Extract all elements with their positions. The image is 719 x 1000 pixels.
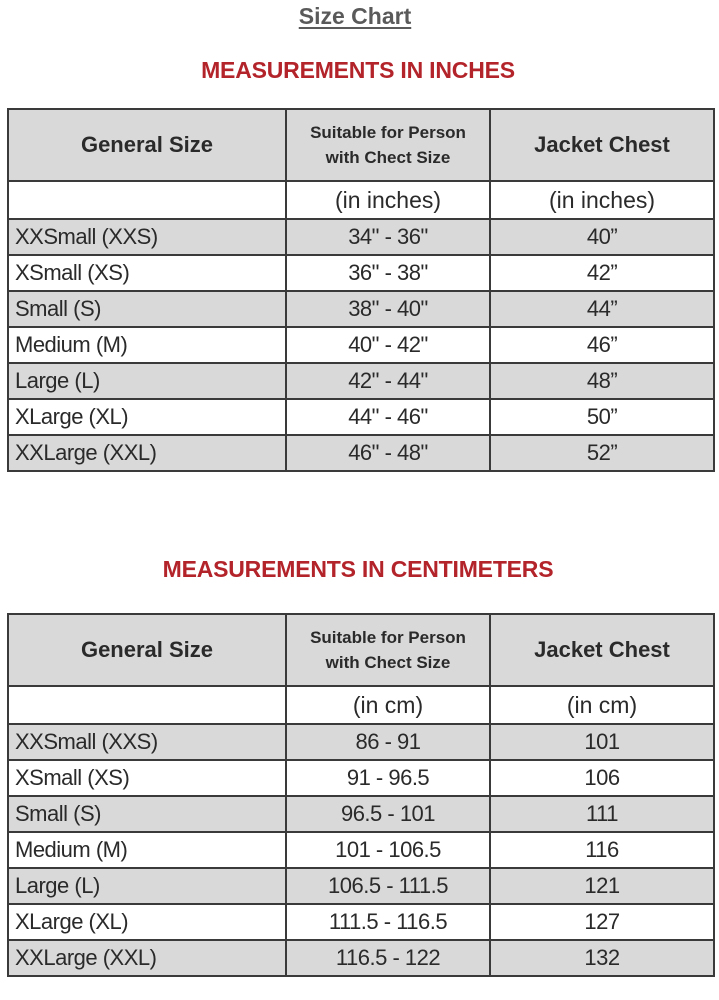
person-chest-cell: 42" - 44" xyxy=(286,363,490,399)
person-chest-cell: 40" - 42" xyxy=(286,327,490,363)
size-cell: XXLarge (XXL) xyxy=(8,940,286,976)
suitable-chest-header-line2: with Chect Size xyxy=(325,653,451,672)
jacket-chest-cell: 101 xyxy=(490,724,714,760)
suitable-chest-header xyxy=(286,109,490,181)
table-header-row xyxy=(8,614,714,686)
size-cell: Large (L) xyxy=(8,363,286,399)
suitable-chest-header xyxy=(286,614,490,686)
size-cell: XXLarge (XXL) xyxy=(8,435,286,471)
jacket-chest-cell: 46” xyxy=(490,327,714,363)
inches-table-body xyxy=(8,181,714,471)
suitable-chest-header-line1: Suitable for Person xyxy=(310,628,466,647)
person-chest-cell: 34" - 36" xyxy=(286,219,490,255)
size-cell: XSmall (XS) xyxy=(8,255,286,291)
inches-section-heading: MEASUREMENTS IN INCHES xyxy=(201,57,515,83)
unit-cell-jacket-chest: (in inches) xyxy=(490,181,714,219)
centimeters-size-table xyxy=(7,613,715,977)
centimeters-section-heading: MEASUREMENTS IN CENTIMETERS xyxy=(162,556,554,582)
table-row xyxy=(8,940,714,976)
person-chest-cell: 101 - 106.5 xyxy=(286,832,490,868)
unit-row xyxy=(8,686,714,724)
table-row xyxy=(8,219,714,255)
page-title-text: Size Chart xyxy=(298,3,412,29)
jacket-chest-cell: 42” xyxy=(490,255,714,291)
unit-cell-size xyxy=(8,181,286,219)
table-row xyxy=(8,868,714,904)
table-row xyxy=(8,435,714,471)
table-row xyxy=(8,255,714,291)
jacket-chest-cell: 40” xyxy=(490,219,714,255)
person-chest-cell: 106.5 - 111.5 xyxy=(286,868,490,904)
jacket-chest-cell: 111 xyxy=(490,796,714,832)
jacket-chest-cell: 44” xyxy=(490,291,714,327)
table-row xyxy=(8,760,714,796)
person-chest-cell: 111.5 - 116.5 xyxy=(286,904,490,940)
person-chest-cell: 86 - 91 xyxy=(286,724,490,760)
suitable-chest-header-line1: Suitable for Person xyxy=(310,123,466,142)
size-cell: XSmall (XS) xyxy=(8,760,286,796)
size-cell: XLarge (XL) xyxy=(8,399,286,435)
table-row xyxy=(8,291,714,327)
size-cell: XLarge (XL) xyxy=(8,904,286,940)
jacket-chest-cell: 50” xyxy=(490,399,714,435)
table-row xyxy=(8,399,714,435)
size-cell: Medium (M) xyxy=(8,327,286,363)
unit-cell-person-chest: (in cm) xyxy=(286,686,490,724)
suitable-chest-header-line2: with Chect Size xyxy=(325,148,451,167)
person-chest-cell: 91 - 96.5 xyxy=(286,760,490,796)
table-row xyxy=(8,363,714,399)
jacket-chest-cell: 116 xyxy=(490,832,714,868)
general-size-header: General Size xyxy=(8,614,286,686)
unit-row xyxy=(8,181,714,219)
person-chest-cell: 44" - 46" xyxy=(286,399,490,435)
table-row xyxy=(8,832,714,868)
inches-size-table xyxy=(7,108,715,472)
unit-cell-size xyxy=(8,686,286,724)
person-chest-cell: 96.5 - 101 xyxy=(286,796,490,832)
jacket-chest-cell: 48” xyxy=(490,363,714,399)
jacket-chest-header: Jacket Chest xyxy=(490,614,714,686)
table-header-row xyxy=(8,109,714,181)
unit-cell-person-chest: (in inches) xyxy=(286,181,490,219)
page-title xyxy=(0,2,710,30)
size-cell: Large (L) xyxy=(8,868,286,904)
person-chest-cell: 38" - 40" xyxy=(286,291,490,327)
jacket-chest-cell: 132 xyxy=(490,940,714,976)
unit-cell-jacket-chest: (in cm) xyxy=(490,686,714,724)
centimeters-table-body xyxy=(8,686,714,976)
person-chest-cell: 36" - 38" xyxy=(286,255,490,291)
size-cell: Medium (M) xyxy=(8,832,286,868)
jacket-chest-header: Jacket Chest xyxy=(490,109,714,181)
table-row xyxy=(8,796,714,832)
person-chest-cell: 46" - 48" xyxy=(286,435,490,471)
size-cell: XXSmall (XXS) xyxy=(8,219,286,255)
size-cell: Small (S) xyxy=(8,291,286,327)
jacket-chest-cell: 52” xyxy=(490,435,714,471)
table-row xyxy=(8,904,714,940)
general-size-header: General Size xyxy=(8,109,286,181)
jacket-chest-cell: 106 xyxy=(490,760,714,796)
size-cell: Small (S) xyxy=(8,796,286,832)
jacket-chest-cell: 127 xyxy=(490,904,714,940)
size-cell: XXSmall (XXS) xyxy=(8,724,286,760)
jacket-chest-cell: 121 xyxy=(490,868,714,904)
table-row xyxy=(8,724,714,760)
person-chest-cell: 116.5 - 122 xyxy=(286,940,490,976)
table-row xyxy=(8,327,714,363)
